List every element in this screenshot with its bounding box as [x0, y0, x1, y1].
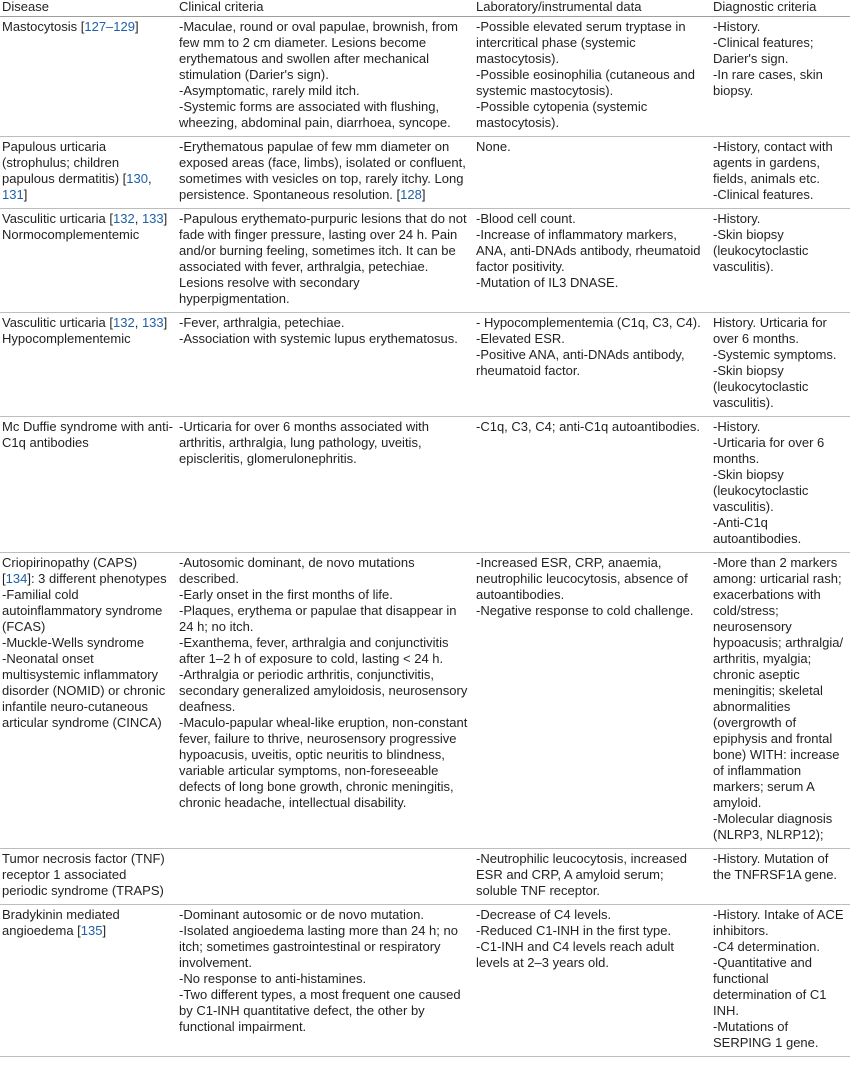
diagnostic-criteria-cell [713, 417, 850, 553]
cell-line: -Negative response to cold challenge. [476, 603, 694, 618]
text-segment: Vasculitic urticaria [ [2, 211, 114, 226]
cell-line: -Increased ESR, CRP, anaemia, neutrophilic leucocytosis, absence of autoantibodies. [476, 555, 688, 602]
disease-cell [0, 849, 179, 905]
cell-line: -Clinical features. [713, 187, 814, 202]
clinical-criteria-cell [179, 417, 476, 553]
header-disease: Disease [0, 0, 179, 17]
cell-line: -Papulous erythemato-purpuric lesions that do not fade with finger pressure, lasting over 24 h. Pain and/or burning feeling, sometimes itch. It can be associated with fever, arthralgia, petechiae. Lesions resolve with secondary hyperpigmentation. [179, 211, 467, 306]
cell-line: Mc Duffie syndrome with anti-C1q antibodies [2, 419, 173, 450]
cell-line: -Maculo-papular wheal-like eruption, non-constant fever, failure to thrive, neurosensory progressive hypoacusis, uveitis, optic neuritis to blindness, variable articular symptoms, non-foreseeable defects of long bone growth, chronic meningitis, chronic headache, intellectual disability. [179, 715, 468, 810]
laboratory-data-cell [476, 313, 713, 417]
diagnostic-criteria-cell [713, 553, 850, 849]
cell-line: -Elevated ESR. [476, 331, 565, 346]
cell-line: -Autosomic dominant, de novo mutations described. [179, 555, 415, 586]
cell-line: -In rare cases, skin biopsy. [713, 67, 823, 98]
reference-link[interactable]: 133 [141, 315, 164, 330]
clinical-criteria-cell [179, 209, 476, 313]
reference-link[interactable]: 134 [5, 571, 28, 586]
cell-line: -Skin biopsy (leukocytoclastic vasculitis). [713, 363, 809, 410]
text-segment: Mastocytosis [ [2, 19, 85, 34]
disease-cell [0, 313, 179, 417]
cell-line: -Clinical features; Darier's sign. [713, 35, 814, 66]
reference-link[interactable]: 133 [141, 211, 164, 226]
cell-line: -Arthralgia or periodic arthritis, conjunctivitis, secondary generalized amyloidosis, neurosensory deafness. [179, 667, 468, 714]
reference-link[interactable]: 135 [80, 923, 103, 938]
text-segment: ] [23, 187, 28, 202]
cell-line: -Reduced C1-INH in the first type. [476, 923, 672, 938]
laboratory-data-cell [476, 209, 713, 313]
cell-line: -Neutrophilic leucocytosis, increased ESR and CRP, A amyloid serum; soluble TNF receptor. [476, 851, 687, 898]
disease-cell [0, 417, 179, 553]
cell-line: -C1-INH and C4 levels reach adult levels at 2–3 years old. [476, 939, 674, 970]
table-row [0, 17, 850, 137]
cell-line: -Blood cell count. [476, 211, 576, 226]
cell-line: -Urticaria for over 6 months. [713, 435, 825, 466]
cell-line [2, 19, 173, 35]
clinical-criteria-cell [179, 905, 476, 1057]
laboratory-data-cell [476, 553, 713, 849]
cell-line: -Possible cytopenia (systemic mastocytosis). [476, 99, 648, 130]
cell-line: -Exanthema, fever, arthralgia and conjunctivitis after 1–2 h of exposure to cold, lasting < 24 h. [179, 635, 449, 666]
cell-line: -C4 determination. [713, 939, 820, 954]
cell-line [2, 139, 173, 203]
cell-line: -History. Mutation of the TNFRSF1A gene. [713, 851, 838, 882]
reference-link[interactable]: 130 [126, 171, 148, 186]
clinical-criteria-cell [179, 313, 476, 417]
header-diagnostic-criteria: Diagnostic criteria [713, 0, 850, 17]
text-segment: Criopirinopathy (CAPS) [ [2, 555, 138, 586]
cell-line: -More than 2 markers among: urticarial rash; exacerbations with cold/stress; neurosensory hypoacusis; arthralgia/ arthritis, myalgia; chronic aseptic meningitis; skeletal abnormalities (overgrowth of epiphysis and frontal bone) WITH: increase of inflammation markers; serum A amyloid. [713, 555, 844, 810]
cell-line: -Anti-C1q autoantibodies. [713, 515, 802, 546]
clinical-criteria-cell [179, 137, 476, 209]
cell-line: History. Urticaria for over 6 months. [713, 315, 827, 346]
text-segment: Vasculitic urticaria [ [2, 315, 114, 330]
disease-cell [0, 209, 179, 313]
cell-line: -Systemic forms are associated with flushing, wheezing, abdominal pain, diarrhoea, syncope. [179, 99, 451, 130]
cell-line: -Early onset in the first months of life. [179, 587, 393, 602]
cell-line: -Urticaria for over 6 months associated with arthritis, arthralgia, lung pathology, uveitis, episcleritis, glomerulonephritis. [179, 419, 429, 466]
cell-line: -Asymptomatic, rarely mild itch. [179, 83, 360, 98]
text-segment: , [134, 315, 142, 330]
diagnostic-criteria-cell [713, 905, 850, 1057]
cell-line: -Fever, arthralgia, petechiae. [179, 315, 345, 330]
table-row [0, 849, 850, 905]
table-row [0, 553, 850, 849]
cell-line: Tumor necrosis factor (TNF) receptor 1 associated periodic syndrome (TRAPS) [2, 851, 165, 898]
clinical-criteria-cell [179, 849, 476, 905]
cell-line: -Mutation of IL3 DNASE. [476, 275, 619, 290]
cell-line: - Hypocomplementemia (C1q, C3, C4). [476, 315, 701, 330]
cell-line: -Association with systemic lupus erythematosus. [179, 331, 458, 346]
text-segment: ] Hypocomplementemic [2, 315, 168, 346]
diagnostic-criteria-cell [713, 17, 850, 137]
cell-line: -Possible eosinophilia (cutaneous and systemic mastocytosis). [476, 67, 695, 98]
table-row [0, 417, 850, 553]
header-row [0, 0, 850, 17]
cell-line: -Isolated angioedema lasting more than 24 h; no itch; sometimes gastrointestinal or respiratory involvement. [179, 923, 458, 970]
laboratory-data-cell [476, 137, 713, 209]
text-segment: -Erythematous papulae of few mm diameter on exposed areas (face, limbs), isolated or confluent, sometimes with vesicles on top, rarely itchy. Long persistence. Spontaneous resolution. [ [179, 139, 466, 202]
clinical-criteria-cell [179, 17, 476, 137]
cell-line: -Increase of inflammatory markers, ANA, anti-DNAds antibody, rheumatoid factor positivity. [476, 227, 701, 274]
cell-line: -Possible elevated serum tryptase in intercritical phase (systemic mastocytosis). [476, 19, 686, 66]
reference-link[interactable]: 132 [113, 211, 135, 226]
table-row [0, 137, 850, 209]
cell-line: -Maculae, round or oval papulae, brownish, from few mm to 2 cm diameter. Lesions become erythematous and swollen after mechanical stimulation (Darier's sign). [179, 19, 458, 82]
cell-line: -No response to anti-histamines. [179, 971, 367, 986]
text-segment: , [134, 211, 142, 226]
text-segment: ] [134, 19, 139, 34]
cell-line: -Positive ANA, anti-DNAds antibody, rheumatoid factor. [476, 347, 685, 378]
table-row [0, 209, 850, 313]
disease-cell [0, 553, 179, 849]
clinical-criteria-cell [179, 553, 476, 849]
cell-line [2, 555, 173, 587]
cell-line: -Skin biopsy (leukocytoclastic vasculitis). [713, 467, 809, 514]
cell-line: -Familial cold autoinflammatory syndrome (FCAS) [2, 587, 163, 634]
laboratory-data-cell [476, 849, 713, 905]
cell-line [2, 907, 173, 939]
cell-line: -History. [713, 211, 761, 226]
text-segment: Bradykinin mediated angioedema [ [2, 907, 120, 938]
laboratory-data-cell [476, 905, 713, 1057]
cell-line: -Neonatal onset multisystemic inflammatory disorder (NOMID) or chronic infantile neuro-cutaneous articular syndrome (CINCA) [2, 651, 166, 730]
reference-link[interactable]: 132 [113, 315, 135, 330]
text-segment: ] [421, 187, 426, 202]
cell-line [2, 315, 173, 347]
cell-line: -Plaques, erythema or papulae that disappear in 24 h; no itch. [179, 603, 457, 634]
cell-line: -Skin biopsy (leukocytoclastic vasculitis). [713, 227, 809, 274]
disease-cell [0, 905, 179, 1057]
cell-line: -History. Intake of ACE inhibitors. [713, 907, 844, 938]
table-body [0, 17, 850, 1057]
cell-line [179, 139, 470, 203]
text-segment: ] [102, 923, 107, 938]
cell-line: -Dominant autosomic or de novo mutation. [179, 907, 424, 922]
disease-cell [0, 137, 179, 209]
text-segment: , [147, 171, 152, 186]
text-segment: Papulous urticaria (strophulus; children papulous dermatitis) [ [2, 139, 127, 186]
cell-line: -Mutations of SERPING 1 gene. [713, 1019, 819, 1050]
laboratory-data-cell [476, 417, 713, 553]
cell-line: -Decrease of C4 levels. [476, 907, 612, 922]
header-clinical-criteria: Clinical criteria [179, 0, 476, 17]
diagnostic-criteria-cell [713, 137, 850, 209]
diagnostic-criteria-cell [713, 849, 850, 905]
disease-cell [0, 17, 179, 137]
diagnostic-criteria-cell [713, 209, 850, 313]
cell-line [2, 211, 173, 243]
cell-line: -C1q, C3, C4; anti-C1q autoantibodies. [476, 419, 701, 434]
cell-line: -Muckle-Wells syndrome [2, 635, 145, 650]
cell-line: None. [476, 139, 511, 154]
reference-link[interactable]: 131 [2, 187, 24, 202]
cell-line: -Two different types, a most frequent one caused by C1-INH quantitative defect, the other by functional impairment. [179, 987, 461, 1034]
cell-line: -Quantitative and functional determination of C1 INH. [713, 955, 827, 1018]
laboratory-data-cell [476, 17, 713, 137]
cell-line: -History. [713, 419, 761, 434]
reference-link[interactable]: 127–129 [84, 19, 135, 34]
table-row [0, 313, 850, 417]
text-segment: ] Normocomplementemic [2, 211, 168, 242]
text-segment: ]: 3 different phenotypes [27, 571, 167, 586]
table-row [0, 905, 850, 1057]
header-laboratory-data: Laboratory/instrumental data [476, 0, 713, 17]
cell-line: -History, contact with agents in gardens, fields, animals etc. [713, 139, 833, 186]
cell-line: -Molecular diagnosis (NLRP3, NLRP12); [713, 811, 833, 842]
reference-link[interactable]: 128 [400, 187, 422, 202]
cell-line: -Systemic symptoms. [713, 347, 837, 362]
diagnostic-criteria-cell [713, 313, 850, 417]
cell-line: -History. [713, 19, 761, 34]
